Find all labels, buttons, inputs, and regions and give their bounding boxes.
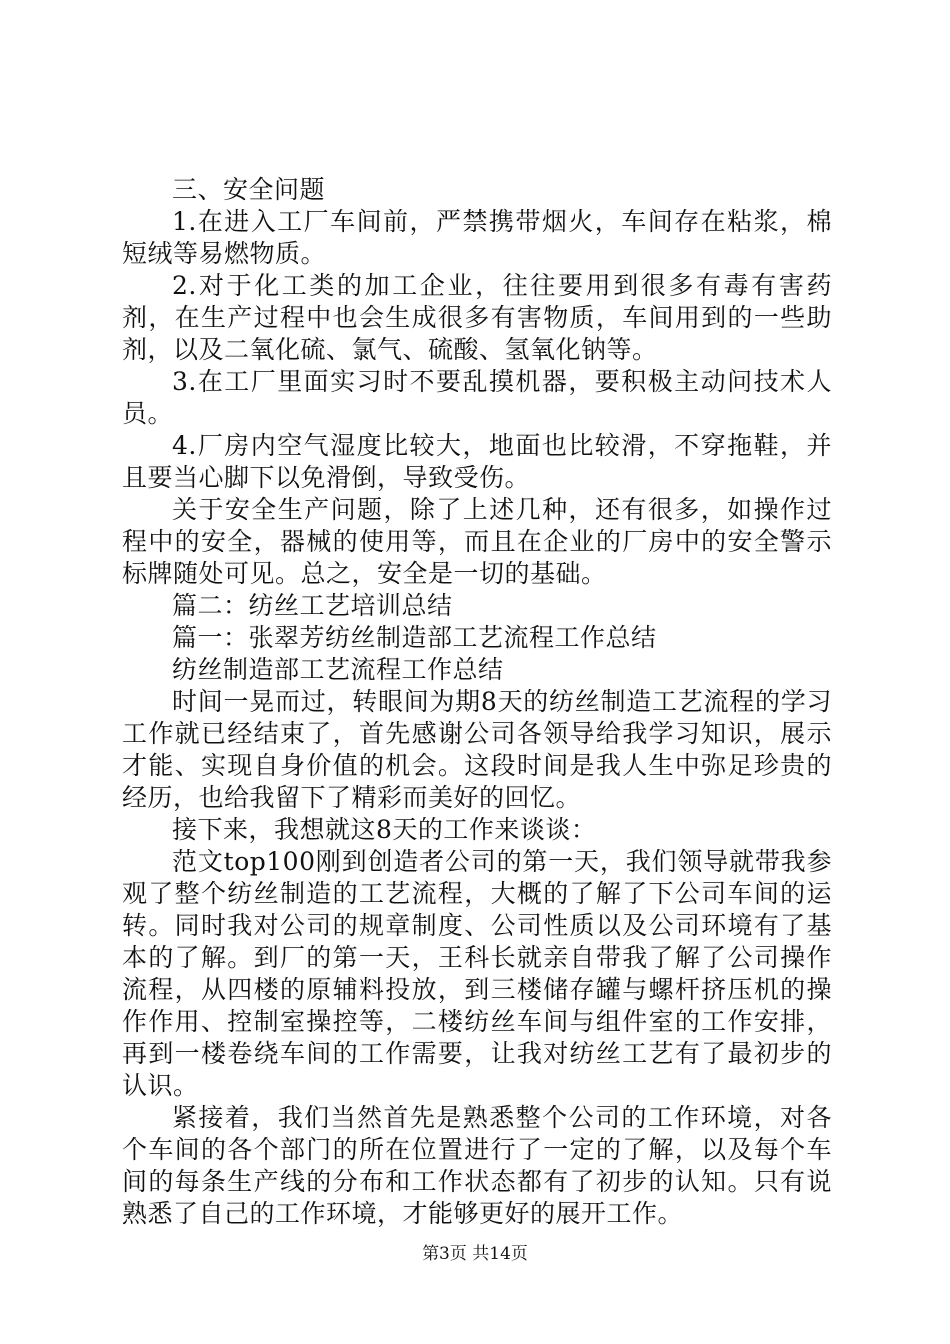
document-body [122, 174, 832, 1230]
paragraph: 时间一晃而过，转眼间为期8天的纺丝制造工艺流程的学习工作就已经结束了，首先感谢公司各领导给我学习知识，展示才能、实现自身价值的机会。这段时间是我人生中弥足珍贵的经历，也给我留下了精彩而美好的回忆。 [122, 687, 832, 812]
paragraph: 2.对于化工类的加工企业，往往要用到很多有毒有害药剂，在生产过程中也会生成很多有害物质，车间用到的一些助剂，以及二氧化硫、氯气、硫酸、氢氧化钠等。 [122, 271, 832, 364]
paragraph: 3.在工厂里面实习时不要乱摸机器，要积极主动问技术人员。 [122, 367, 832, 428]
section-heading: 三、安全问题 [172, 175, 326, 204]
page-number-footer: 第3页 共14页 [422, 1244, 528, 1264]
paragraph: 范文top100刚到创造者公司的第一天，我们领导就带我参观了整个纺丝制造的工艺流程，大概的了解了下公司车间的运转。同时我对公司的规章制度、公司性质以及公司环境有了基本的了解。到厂的第一天，王科长就亲自带我了解了公司操作流程，从四楼的原辅料投放，到三楼储存罐与螺杆挤压机的操作作用、控制室操控等，二楼纺丝车间与组件室的工作安排，再到一楼卷绕车间的工作需要，让我对纺丝工艺有了最初步的认识。 [122, 847, 832, 1100]
paragraph: 1.在进入工厂车间前，严禁携带烟火，车间存在粘浆，棉短绒等易燃物质。 [122, 207, 832, 268]
section-heading: 纺丝制造部工艺流程工作总结 [172, 655, 504, 684]
paragraph: 紧接着，我们当然首先是熟悉整个公司的工作环境，对各个车间的各个部门的所在位置进行了一定的了解，以及每个车间的每条生产线的分布和工作状态都有了初步的认知。只有说熟悉了自己的工作环境，才能够更好的展开工作。 [122, 1103, 832, 1228]
paragraph: 4.厂房内空气湿度比较大，地面也比较滑，不穿拖鞋，并且要当心脚下以免滑倒，导致受伤。 [122, 431, 832, 492]
paragraph: 接下来，我想就这8天的工作来谈谈： [172, 815, 597, 844]
paragraph: 关于安全生产问题，除了上述几种，还有很多，如操作过程中的安全，器械的使用等，而且在企业的厂房中的安全警示标牌随处可见。总之，安全是一切的基础。 [122, 495, 832, 588]
section-heading: 篇一：张翠芳纺丝制造部工艺流程工作总结 [172, 623, 657, 652]
section-heading: 篇二：纺丝工艺培训总结 [172, 591, 453, 620]
